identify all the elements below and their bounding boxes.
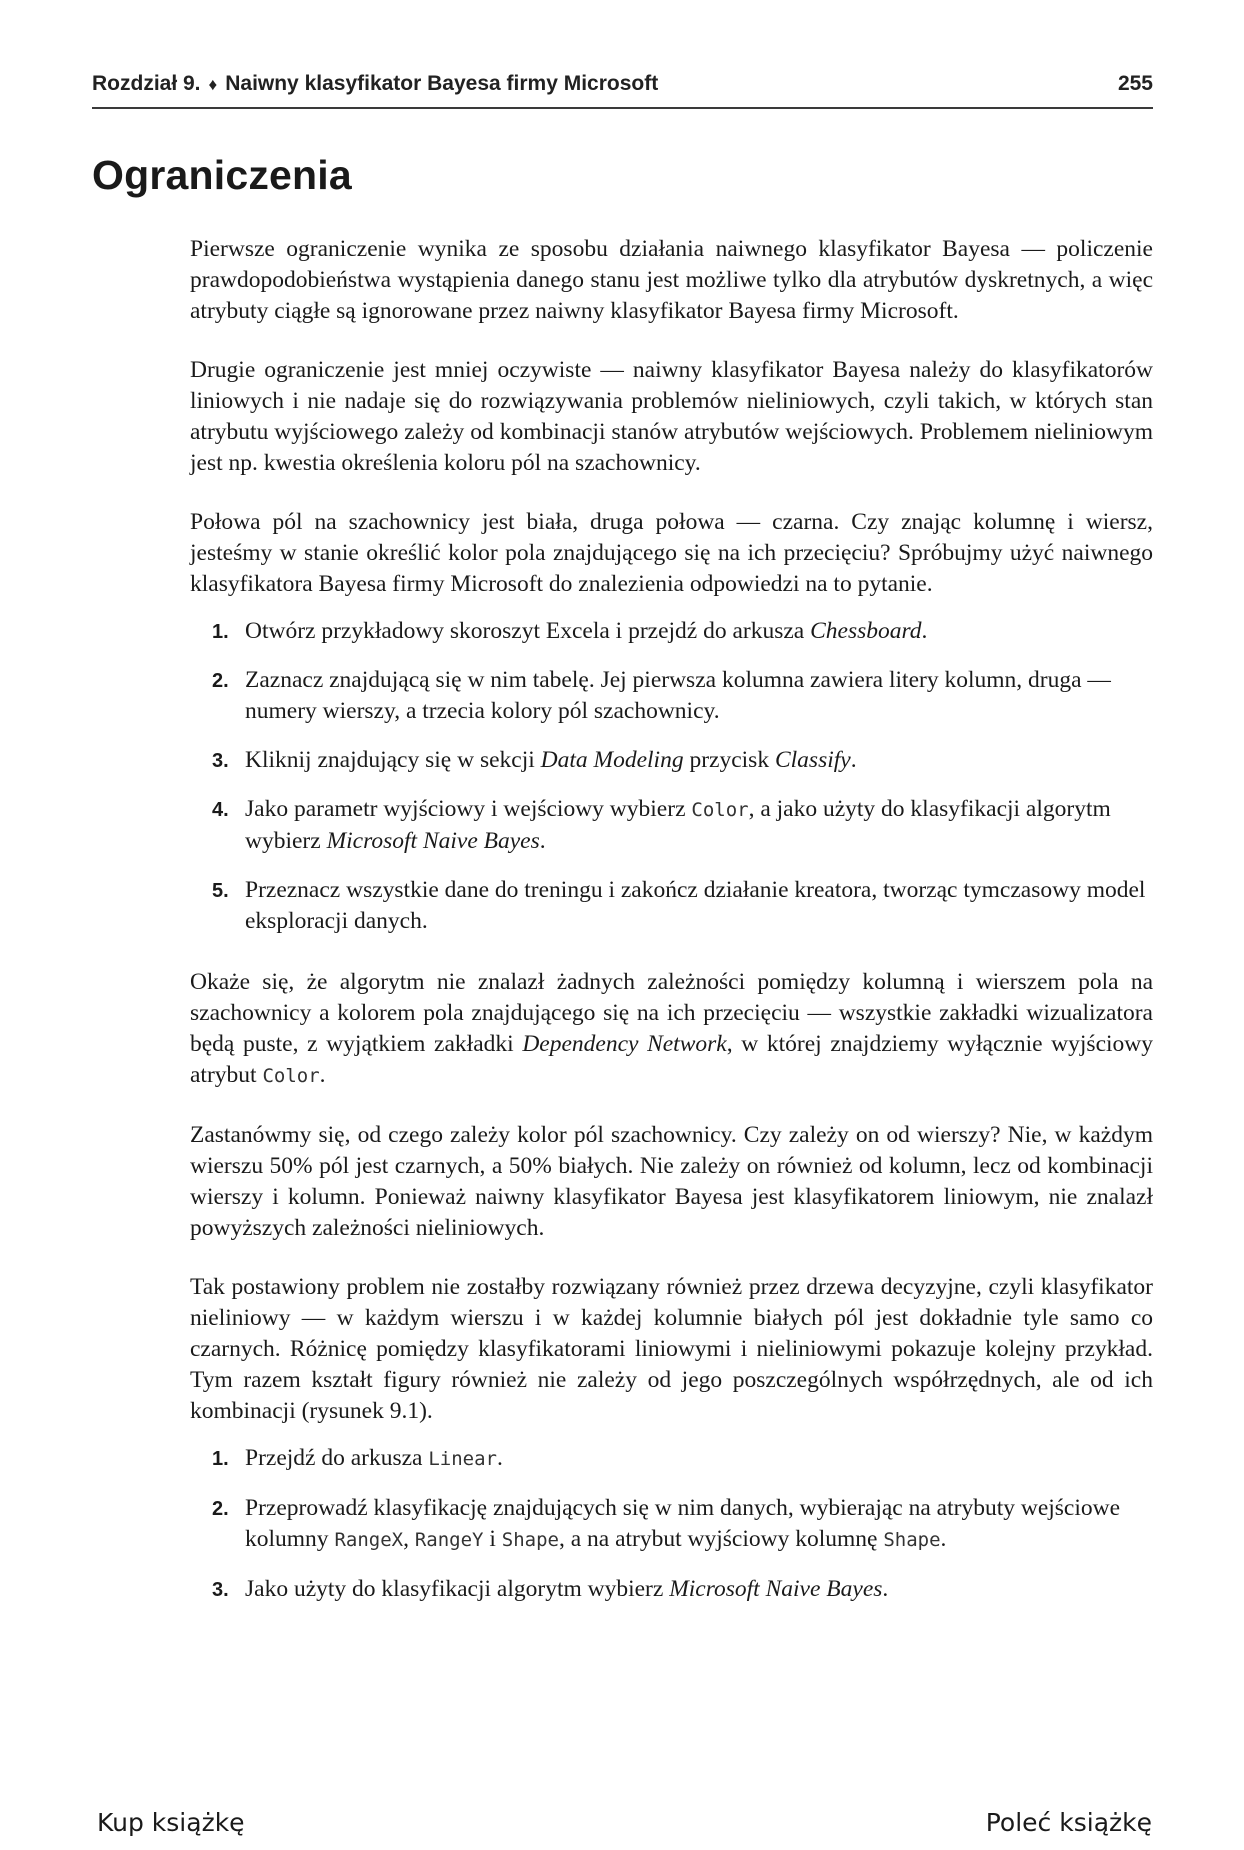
ribbon-section-name: Data Modeling: [540, 747, 684, 773]
column-code: RangeX: [334, 1529, 404, 1551]
paragraph-4-text-a: Okaże się, że algorytm nie znalazł żadnych zależności pomiędzy kolumną i wierszem pola na szachownicy a kolorem pola znajdującego się na ich przecięciu — wszystkie zakładki wizualizatora będą puste, z wyjątkiem zakładki: [190, 969, 1153, 1057]
step-number: 3.: [212, 750, 229, 772]
step-end: .: [921, 618, 928, 644]
running-header: [92, 72, 1153, 96]
step-text-mid: , a na atrybut wyjściowy kolumnę: [558, 1526, 884, 1552]
header-rule: [92, 107, 1153, 109]
paragraph-4-text-b: , w której znajdziemy wyłącznie wyjściowy atrybut: [190, 1031, 1153, 1088]
algorithm-name: Microsoft Naive Bayes: [669, 1576, 883, 1602]
step-text: Przeznacz wszystkie dane do treningu i zakończ działanie kreatora, tworząc tymczasowy model eksploracji danych.: [245, 877, 1146, 934]
step-number: 2.: [212, 1498, 229, 1520]
paragraph-4-end: .: [319, 1062, 326, 1088]
list-item: [190, 794, 1153, 857]
list-item: [190, 1493, 1153, 1556]
separator-text: ,: [403, 1526, 415, 1552]
step-number: 1.: [212, 1448, 229, 1470]
column-code: RangeY: [414, 1529, 484, 1551]
page-number: 255: [1117, 72, 1153, 95]
paragraph-1: Pierwsze ograniczenie wynika ze sposobu działania naiwnego klasyfikator Bayesa — policzenie prawdopodobieństwa wystąpienia danego stanu jest możliwe tylko dla atrybutów dyskretnych, a więc atrybuty ciągłe są ignorowane przez naiwny klasyfikator Bayesa firmy Microsoft.: [190, 236, 1153, 324]
sheet-code: Linear: [428, 1448, 497, 1470]
step-end: .: [497, 1445, 503, 1471]
step-end: .: [850, 747, 857, 773]
step-number: 2.: [212, 670, 229, 692]
column-code: Shape: [883, 1529, 941, 1551]
list-item: [190, 665, 1153, 727]
attribute-code: Color: [691, 799, 749, 821]
step-text: Otwórz przykładowy skoroszyt Excela i przejdź do arkusza: [245, 618, 811, 644]
step-number: 1.: [212, 621, 229, 643]
step-number: 4.: [212, 799, 229, 821]
chapter-label: Rozdział 9.: [92, 72, 201, 95]
step-end: .: [882, 1576, 889, 1602]
step-text-mid: , a jako użyty do klasyfikacji algorytm wybierz: [245, 796, 1111, 854]
steps-list-linear: [190, 1443, 1153, 1605]
buy-book-link[interactable]: Kup książkę: [97, 1808, 245, 1837]
steps-list-chessboard: [190, 616, 1153, 937]
section-title: Ograniczenia: [92, 152, 352, 198]
list-item: [190, 1574, 1153, 1605]
tab-name: Dependency Network: [522, 1031, 727, 1057]
attribute-code: Color: [262, 1065, 320, 1087]
list-item: [190, 1443, 1153, 1475]
paragraph-5: Zastanówmy się, od czego zależy kolor pól szachownicy. Czy zależy on od wierszy? Nie, w każdym wierszu 50% pól jest czarnych, a 50% białych. Nie zależy on również od kolumn, lecz od kombinacji wierszy i kolumn. Ponieważ naiwny klasyfikator Bayesa jest klasyfikatorem liniowym, nie znalazł powyższych zależności nieliniowych.: [190, 1122, 1153, 1241]
paragraph-2: Drugie ograniczenie jest mniej oczywiste — naiwny klasyfikator Bayesa należy do klasyfikatorów liniowych i nie nadaje się do rozwiązywania problemów nieliniowych, czyli takich, w których stan atrybutu wyjściowego zależy od kombinacji stanów atrybutów wejściowych. Problemem nieliniowym jest np. kwestia określenia koloru pól na szachownicy.: [190, 357, 1153, 476]
diamond-separator-icon: ♦: [208, 75, 218, 94]
step-text: Przejdź do arkusza: [245, 1445, 429, 1471]
paragraph-3: Połowa pól na szachownicy jest biała, druga połowa — czarna. Czy znając kolumnę i wiersz, jesteśmy w stanie określić kolor pola znajdującego się na ich przecięciu? Spróbujmy użyć naiwnego klasyfikatora Bayesa firmy Microsoft do znalezienia odpowiedzi na to pytanie.: [190, 509, 1153, 597]
body-text: [190, 234, 1153, 1635]
list-item: [190, 745, 1153, 776]
step-text: Jako użyty do klasyfikacji algorytm wybierz: [245, 1576, 670, 1602]
chapter-title: Naiwny klasyfikator Bayesa firmy Microsoft: [225, 72, 659, 95]
list-item: [190, 616, 1153, 647]
step-text: Kliknij znajdujący się w sekcji: [245, 747, 541, 773]
step-number: 3.: [212, 1579, 229, 1601]
running-header-left: [92, 72, 658, 96]
step-end: .: [940, 1526, 947, 1552]
algorithm-name: Microsoft Naive Bayes: [326, 828, 540, 854]
sheet-name: Chessboard: [810, 618, 922, 644]
separator-text: i: [483, 1526, 502, 1552]
recommend-book-link[interactable]: Poleć książkę: [985, 1808, 1152, 1837]
step-end: .: [539, 828, 546, 854]
list-item: [190, 875, 1153, 937]
step-text-mid: przycisk: [683, 747, 775, 773]
paragraph-4: [190, 967, 1153, 1092]
step-text: Zaznacz znajdującą się w nim tabelę. Jej pierwsza kolumna zawiera litery kolumn, druga — numery wierszy, a trzecia kolory pól szachownicy.: [245, 667, 1111, 724]
step-text: Przeprowadź klasyfikację znajdujących się w nim danych, wybierając na atrybuty wejściowe kolumny: [245, 1495, 1121, 1552]
button-name: Classify: [774, 747, 851, 773]
paragraph-6: Tak postawiony problem nie zostałby rozwiązany również przez drzewa decyzyjne, czyli klasyfikator nieliniowy — w każdym wierszu i w każdej kolumnie białych pól jest dokładnie tyle samo co czarnych. Różnicę pomiędzy klasyfikatorami liniowymi i nieliniowymi pokazuje kolejny przykład. Tym razem kształt figury również nie zależy od jego poszczególnych współrzędnych, ale od ich kombinacji (rysunek 9.1).: [190, 1274, 1153, 1424]
step-number: 5.: [212, 880, 229, 902]
step-text: Jako parametr wyjściowy i wejściowy wybierz: [245, 796, 692, 822]
column-code: Shape: [501, 1529, 559, 1551]
